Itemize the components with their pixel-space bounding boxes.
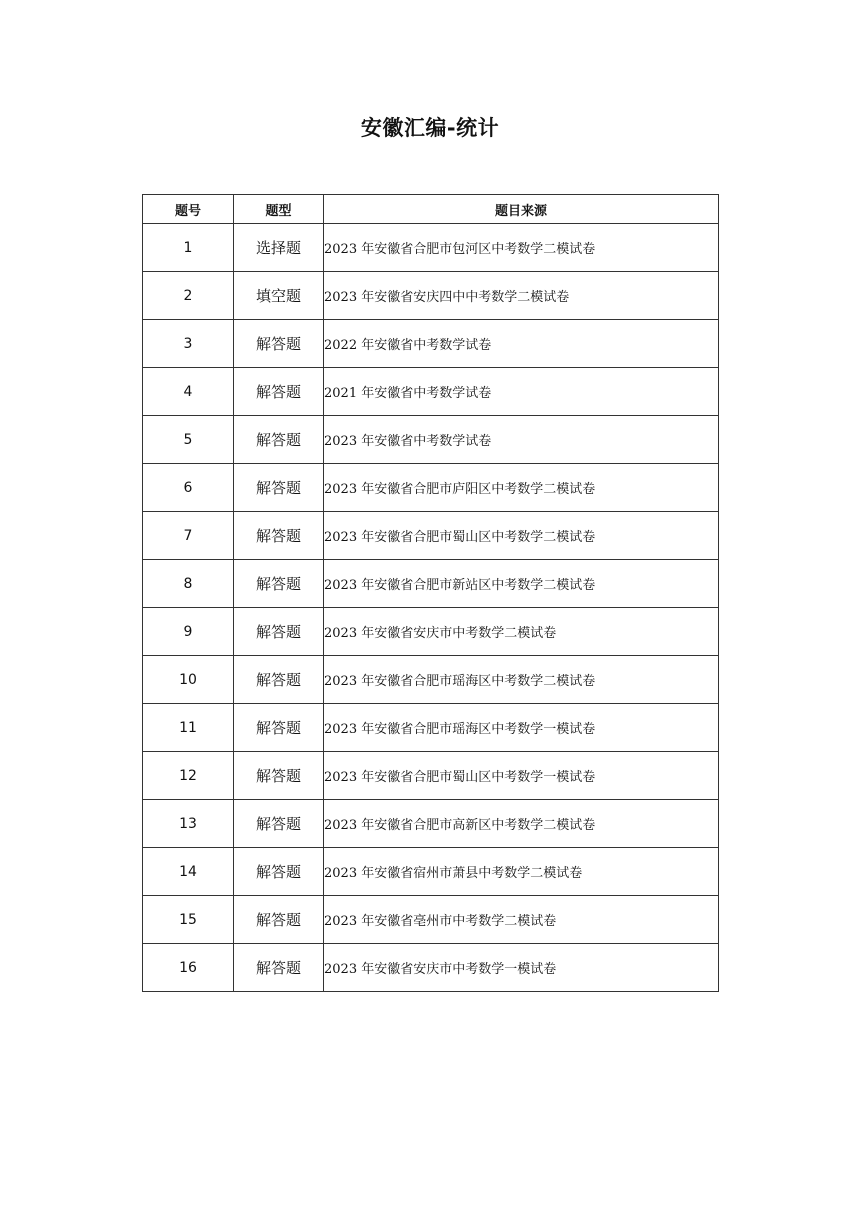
cell-source: 2023 年安徽省合肥市蜀山区中考数学一模试卷 (324, 752, 719, 800)
cell-type: 解答题 (234, 800, 324, 848)
cell-source: 2023 年安徽省中考数学试卷 (324, 416, 719, 464)
cell-number: 12 (143, 752, 234, 800)
cell-type: 解答题 (234, 368, 324, 416)
cell-type: 解答题 (234, 896, 324, 944)
cell-source: 2023 年安徽省合肥市包河区中考数学二模试卷 (324, 224, 719, 272)
table-row (143, 752, 719, 800)
table-row (143, 224, 719, 272)
cell-number: 16 (143, 944, 234, 992)
table-header-row (143, 195, 719, 224)
header-type: 题型 (234, 195, 324, 224)
cell-number: 4 (143, 368, 234, 416)
cell-source: 2023 年安徽省安庆四中中考数学二模试卷 (324, 272, 719, 320)
table-row (143, 704, 719, 752)
cell-type: 解答题 (234, 464, 324, 512)
table-row (143, 512, 719, 560)
table-row (143, 944, 719, 992)
table-row (143, 560, 719, 608)
cell-number: 7 (143, 512, 234, 560)
cell-number: 9 (143, 608, 234, 656)
cell-source: 2023 年安徽省合肥市新站区中考数学二模试卷 (324, 560, 719, 608)
cell-source: 2023 年安徽省合肥市瑶海区中考数学一模试卷 (324, 704, 719, 752)
table-row (143, 464, 719, 512)
cell-source: 2023 年安徽省安庆市中考数学一模试卷 (324, 944, 719, 992)
table-row (143, 848, 719, 896)
cell-type: 填空题 (234, 272, 324, 320)
cell-source: 2023 年安徽省合肥市高新区中考数学二模试卷 (324, 800, 719, 848)
cell-type: 选择题 (234, 224, 324, 272)
table-row (143, 656, 719, 704)
cell-source: 2023 年安徽省亳州市中考数学二模试卷 (324, 896, 719, 944)
cell-number: 2 (143, 272, 234, 320)
table-row (143, 800, 719, 848)
cell-type: 解答题 (234, 320, 324, 368)
cell-source: 2022 年安徽省中考数学试卷 (324, 320, 719, 368)
cell-number: 11 (143, 704, 234, 752)
cell-source: 2023 年安徽省合肥市蜀山区中考数学二模试卷 (324, 512, 719, 560)
cell-source: 2021 年安徽省中考数学试卷 (324, 368, 719, 416)
cell-number: 3 (143, 320, 234, 368)
cell-type: 解答题 (234, 560, 324, 608)
table-row (143, 608, 719, 656)
cell-source: 2023 年安徽省合肥市瑶海区中考数学二模试卷 (324, 656, 719, 704)
page-title: 安徽汇编-统计 (360, 116, 500, 140)
cell-type: 解答题 (234, 752, 324, 800)
header-number: 题号 (143, 195, 234, 224)
cell-source: 2023 年安徽省安庆市中考数学二模试卷 (324, 608, 719, 656)
cell-number: 8 (143, 560, 234, 608)
cell-number: 5 (143, 416, 234, 464)
cell-source: 2023 年安徽省合肥市庐阳区中考数学二模试卷 (324, 464, 719, 512)
cell-type: 解答题 (234, 656, 324, 704)
table-row (143, 896, 719, 944)
cell-number: 1 (143, 224, 234, 272)
cell-type: 解答题 (234, 704, 324, 752)
cell-number: 14 (143, 848, 234, 896)
header-source: 题目来源 (324, 195, 719, 224)
cell-type: 解答题 (234, 944, 324, 992)
cell-type: 解答题 (234, 848, 324, 896)
cell-source: 2023 年安徽省宿州市萧县中考数学二模试卷 (324, 848, 719, 896)
cell-type: 解答题 (234, 608, 324, 656)
table-row (143, 320, 719, 368)
table-row (143, 272, 719, 320)
cell-type: 解答题 (234, 416, 324, 464)
table-row (143, 368, 719, 416)
cell-number: 15 (143, 896, 234, 944)
cell-number: 13 (143, 800, 234, 848)
cell-type: 解答题 (234, 512, 324, 560)
statistics-table (142, 194, 719, 992)
cell-number: 6 (143, 464, 234, 512)
cell-number: 10 (143, 656, 234, 704)
table-row (143, 416, 719, 464)
